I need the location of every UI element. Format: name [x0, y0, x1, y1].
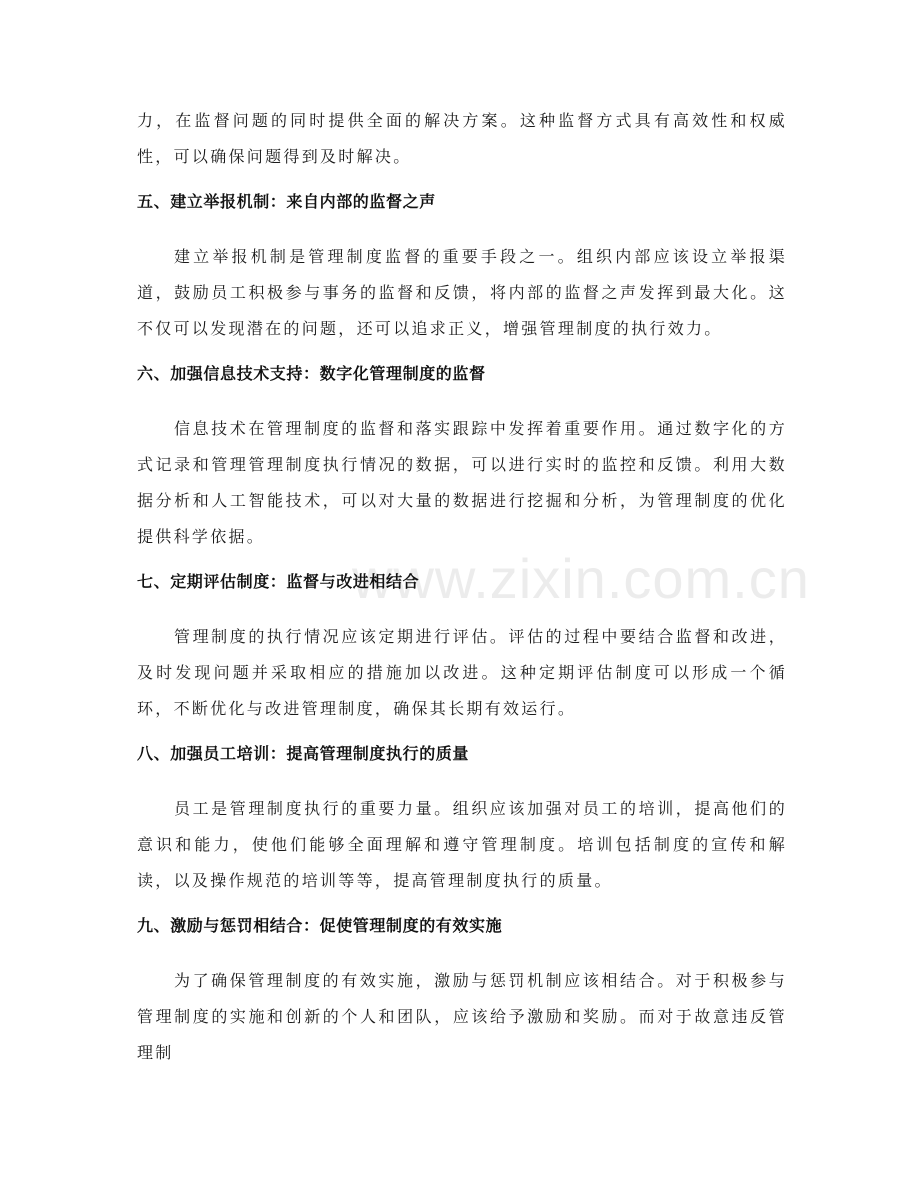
- section-heading-5: 五、建立举报机制：来自内部的监督之声: [137, 192, 436, 211]
- section-heading-8: 八、加强员工培训：提高管理制度执行的质量: [137, 744, 470, 763]
- document-body: [137, 103, 787, 1083]
- section-heading-7: 七、定期评估制度：监督与改进相结合: [137, 572, 420, 591]
- intro-paragraph: 力，在监督问题的同时提供全面的解决方案。这种监督方式具有高效性和权威性，可以确保问题得到及时解决。: [137, 111, 787, 166]
- section-body-7: 管理制度的执行情况应该定期进行评估。评估的过程中要结合监督和改进，及时发现问题并采取相应的措施加以改进。这种定期评估制度可以形成一个循环，不断优化与改进管理制度，确保其长期有效运行。: [137, 627, 787, 718]
- section-body-5: 建立举报机制是管理制度监督的重要手段之一。组织内部应该设立举报渠道，鼓励员工积极参与事务的监督和反馈，将内部的监督之声发挥到最大化。这不仅可以发现潜在的问题，还可以追求正义，增强管理制度的执行效力。: [137, 247, 787, 338]
- section-body-8: 员工是管理制度执行的重要力量。组织应该加强对员工的培训，提高他们的意识和能力，使他们能够全面理解和遵守管理制度。培训包括制度的宣传和解读，以及操作规范的培训等等，提高管理制度执行的质量。: [137, 799, 787, 890]
- section-body-6: 信息技术在管理制度的监督和落实跟踪中发挥着重要作用。通过数字化的方式记录和管理管理制度执行情况的数据，可以进行实时的监控和反馈。利用大数据分析和人工智能技术，可以对大量的数据进行挖掘和分析，为管理制度的优化提供科学依据。: [137, 419, 787, 546]
- watermark: www.zixin.com.cn: [352, 547, 810, 610]
- section-body-9: 为了确保管理制度的有效实施，激励与惩罚机制应该相结合。对于积极参与管理制度的实施和创新的个人和团队，应该给予激励和奖励。而对于故意违反管理制: [137, 971, 787, 1062]
- section-heading-6: 六、加强信息技术支持：数字化管理制度的监督: [137, 364, 486, 383]
- section-heading-9: 九、激励与惩罚相结合：促使管理制度的有效实施: [137, 916, 503, 935]
